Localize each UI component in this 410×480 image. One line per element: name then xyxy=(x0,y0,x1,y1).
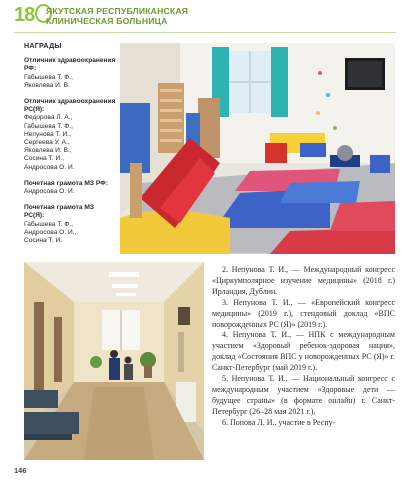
award-recipient: Федорова Л. А., xyxy=(24,114,73,122)
award-recipient: Андросова О. И. xyxy=(24,163,75,171)
org-line-1: ЯКУТСКАЯ РЕСПУБЛИКАНСКАЯ xyxy=(46,6,189,16)
award-recipient: Габышева Т. Ф., xyxy=(24,220,73,228)
publication-item: 3. Непунова Т. И., — «Европейский конгресс медицины» (2019 г.), стендовый доклад «ВПС новорожденных РС (Я)» (2019 г.). xyxy=(212,297,395,329)
header-divider xyxy=(14,32,396,33)
org-line-2: КЛИНИЧЕСКАЯ БОЛЬНИЦА xyxy=(46,16,168,26)
page-number: 146 xyxy=(14,466,27,475)
corridor-photo xyxy=(24,262,204,460)
page-header xyxy=(0,0,410,36)
publication-item: 4. Непунова Т. И., — НПК с международным участием «Здоровый ребенок-здоровая нация», доклад «Состояния ВПС у новорожденных РС (Я)» г. Санкт-Петербург (май 2019 г.). xyxy=(212,330,395,373)
award-recipient: Яковлева И. В., xyxy=(24,147,72,155)
award-title: Почетная грамота МЗ РФ: xyxy=(24,179,108,187)
awards-list xyxy=(24,57,116,245)
logo: 18 xyxy=(14,3,52,27)
playroom-photo xyxy=(120,43,395,254)
publication-item: 2. Непунова Т. И., — Международный конгресс «Циркумполярное изучение медицины» (2018 г.) Ирландия, Дублин. xyxy=(212,265,395,296)
award-recipient: Сергеева У. А., xyxy=(24,139,70,147)
award-recipient: Непунова Т. И., xyxy=(24,130,71,138)
award-title: Почетная грамота МЗ РС(Я): xyxy=(24,204,95,220)
award-title: Отличник здравоохранения РС(Я): xyxy=(24,98,116,114)
awards-column xyxy=(24,42,116,245)
publication-item: 5. Непунова Т. И., — Национальный конгресс с международным участием «Здоровые дети — будущее страны» (в формате онлайн) г. Санкт-Петербург (26–28 мая 2021 г.). xyxy=(212,374,395,416)
award-recipient: Андросова О. И., xyxy=(24,228,77,236)
award-title: Отличник здравоохранения РФ: xyxy=(24,57,116,73)
publication-item: 6. Попова Л. И., участие в Респу- xyxy=(222,417,336,427)
award-recipient: Габышева Т. Ф., xyxy=(24,73,73,81)
award-recipient: Яковлева И. В. xyxy=(24,81,70,89)
organization-name xyxy=(46,6,188,26)
publications-text xyxy=(212,265,395,429)
awards-title: НАГРАДЫ xyxy=(24,41,62,50)
award-recipient: Андросова О. И. xyxy=(24,188,75,196)
award-recipient: Сосина Т. И., xyxy=(24,155,64,163)
award-recipient: Сосина Т. И. xyxy=(24,237,63,245)
award-recipient: Габышева Т. Ф., xyxy=(24,122,73,130)
